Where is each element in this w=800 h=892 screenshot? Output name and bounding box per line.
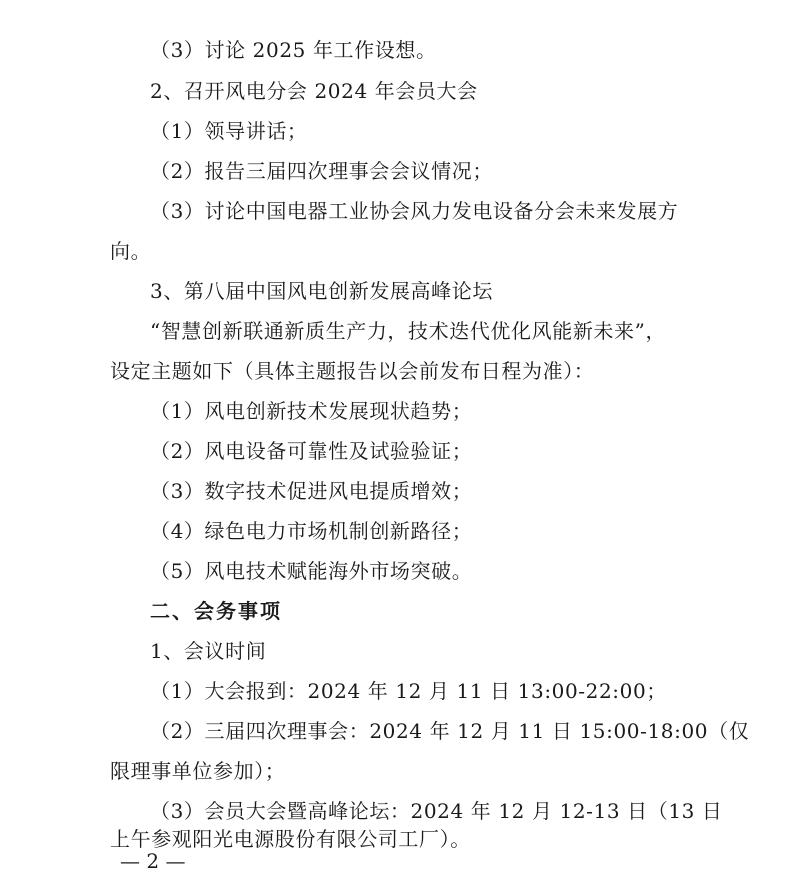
time-council-meeting: （2）三届四次理事会：2024 年 12 月 11 日 15:00-18:00（仅: [150, 719, 750, 743]
page-number: — 2 —: [120, 849, 186, 873]
topic-1: （1）风电创新技术发展现状趋势；: [150, 399, 473, 423]
item-council-report: （2）报告三届四次理事会会议情况；: [150, 159, 493, 183]
section-heading-conference-affairs: 二、会务事项: [150, 599, 282, 623]
section-3-summit-forum: 3、第八届中国风电创新发展高峰论坛: [150, 279, 493, 303]
time-member-congress-forum-cont: 上午参观阳光电源股份有限公司工厂）。: [110, 827, 471, 851]
topic-5: （5）风电技术赋能海外市场突破。: [150, 559, 473, 583]
time-registration: （1）大会报到：2024 年 12 月 11 日 13:00-22:00；: [150, 679, 667, 703]
item-leader-speech: （1）领导讲话；: [150, 119, 308, 143]
section-2-member-congress: 2、召开风电分会 2024 年会员大会: [150, 79, 478, 103]
time-council-meeting-cont: 限理事单位参加）；: [110, 759, 286, 783]
topic-3: （3）数字技术促进风电提质增效；: [150, 479, 473, 503]
item-discuss-2025-plan: （3）讨论 2025 年工作设想。: [150, 38, 437, 62]
topic-4: （4）绿色电力市场机制创新路径；: [150, 519, 473, 543]
forum-theme-quote: “智慧创新联通新质生产力，技术迭代优化风能新未来”，: [150, 319, 667, 343]
item-discuss-future-direction: （3）讨论中国电器工业协会风力发电设备分会未来发展方: [150, 199, 679, 223]
subsection-meeting-time: 1、会议时间: [150, 639, 267, 663]
forum-topics-intro: 设定主题如下（具体主题报告以会前发布日程为准）：: [110, 359, 595, 383]
topic-2: （2）风电设备可靠性及试验验证；: [150, 439, 473, 463]
time-member-congress-forum: （3）会员大会暨高峰论坛：2024 年 12 月 12-13 日（13 日: [150, 799, 723, 823]
item-discuss-future-direction-cont: 向。: [110, 239, 152, 263]
